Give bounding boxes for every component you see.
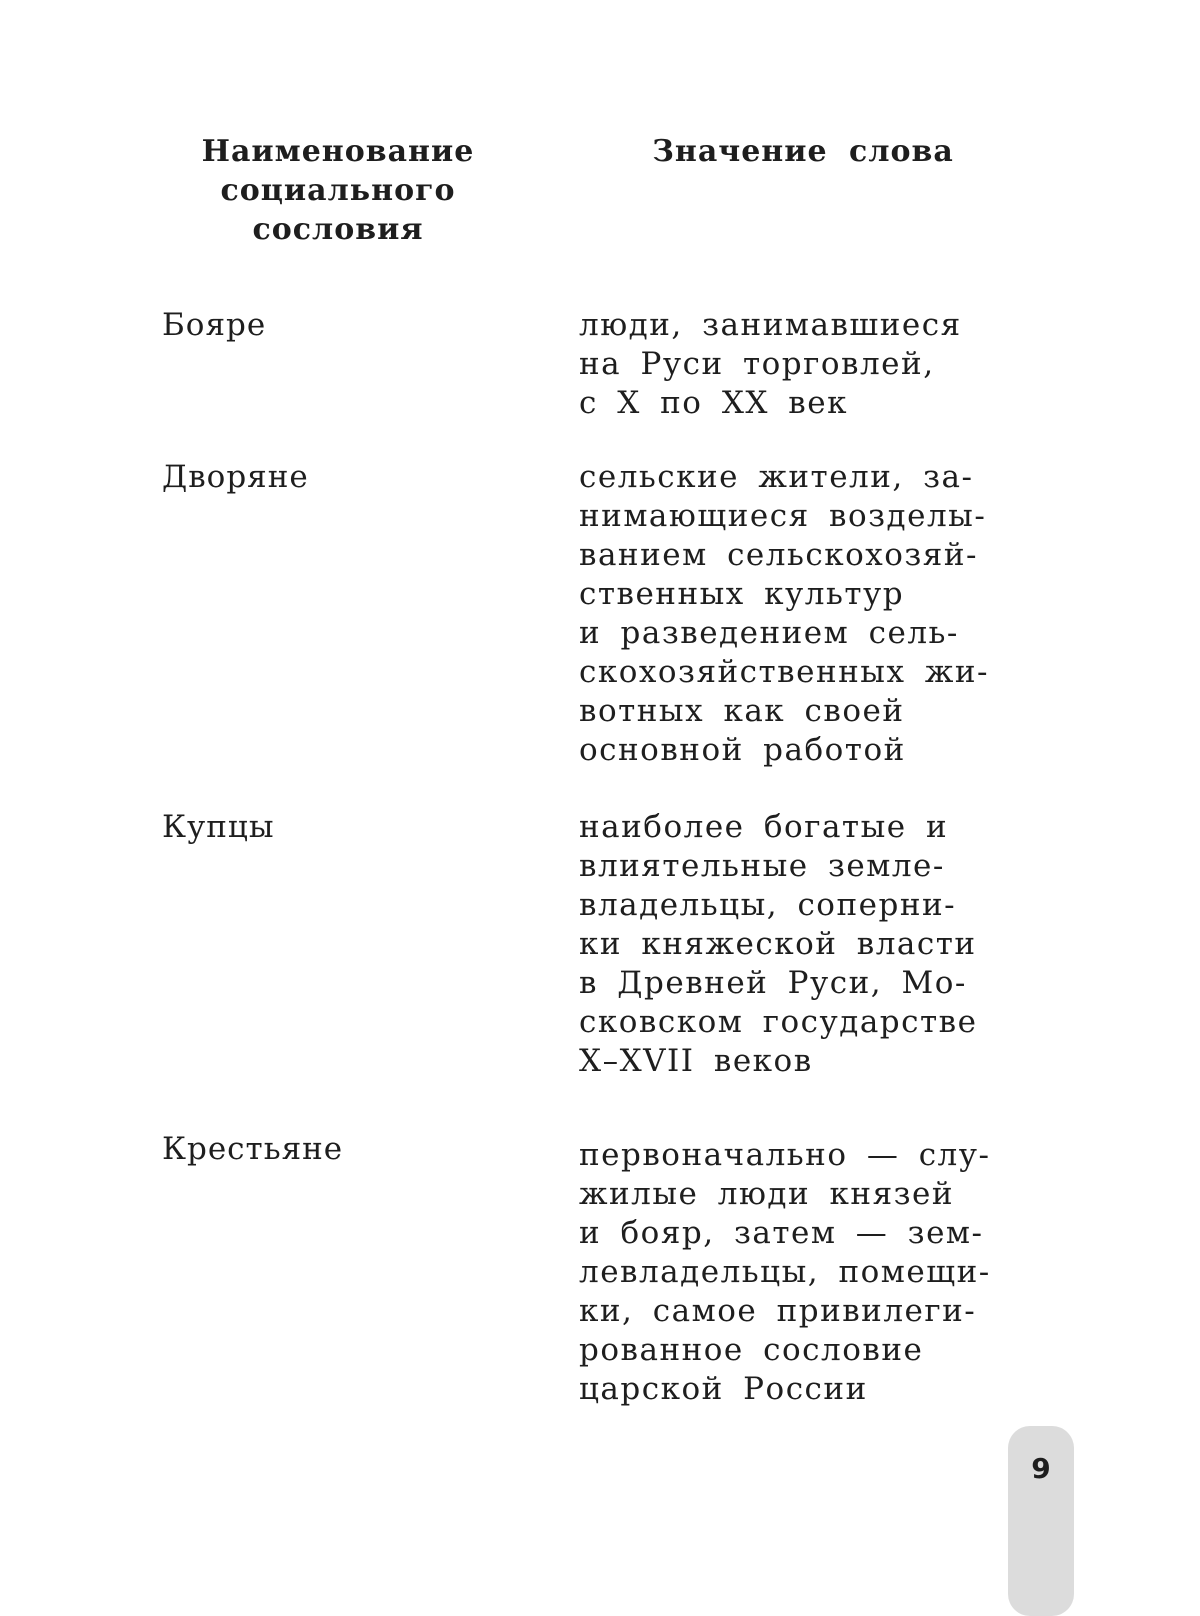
definition-line: скохозяйственных жи- [579,654,989,690]
term-column-header [160,132,516,249]
definition-line: ванием сельскохозяй- [579,537,978,573]
definition-line: и разведением сель- [579,615,959,651]
definition-row-4 [579,1136,1039,1409]
definition-line: на Руси торговлей, [579,346,935,382]
definition-line: вотных как своей [579,693,905,729]
definition-line: влиятельные земле- [579,848,945,884]
term-column-header-line: социального [220,173,456,208]
definition-line: ки княжеской власти [579,926,977,962]
definition-line: и бояр, затем — зем- [579,1215,984,1251]
definition-row-1 [579,306,1039,423]
definition-line: сковском государстве [579,1004,978,1040]
term-krestyane: Крестьяне [162,1131,344,1167]
definition-line: левладельцы, помещи- [579,1254,991,1290]
definition-line: люди, занимавшиеся [579,307,962,343]
definition-line: с X по XX век [579,385,848,421]
term-kuptsy: Купцы [162,809,275,845]
definition-line: царской России [579,1371,868,1407]
definition-line: в Древней Руси, Мо- [579,965,967,1001]
definition-line: наиболее богатые и [579,809,949,845]
term-dvoryane: Дворяне [162,459,309,495]
term-column-header-line: Наименование [201,134,475,169]
definition-line: ки, самое привилеги- [579,1293,977,1329]
definition-line: владельцы, соперни- [579,887,957,923]
definition-row-3 [579,808,1039,1081]
definition-line: сельские жители, за- [579,459,974,495]
definition-line: нимающиеся возделы- [579,498,987,534]
definition-line: X–XVII веков [579,1043,813,1079]
definition-line: первоначально — слу- [579,1137,991,1173]
definition-line: основной работой [579,732,906,768]
definition-row-2 [579,458,1039,770]
definition-line: жилые люди князей [579,1176,955,1212]
term-boyare: Бояре [162,307,267,343]
definition-line: ственных культур [579,576,905,612]
term-column-header-line: сословия [252,212,424,247]
definition-line: рованное сословие [579,1332,924,1368]
definition-column-header: Значение слова [652,134,954,169]
page-number: 9 [1031,1452,1051,1485]
